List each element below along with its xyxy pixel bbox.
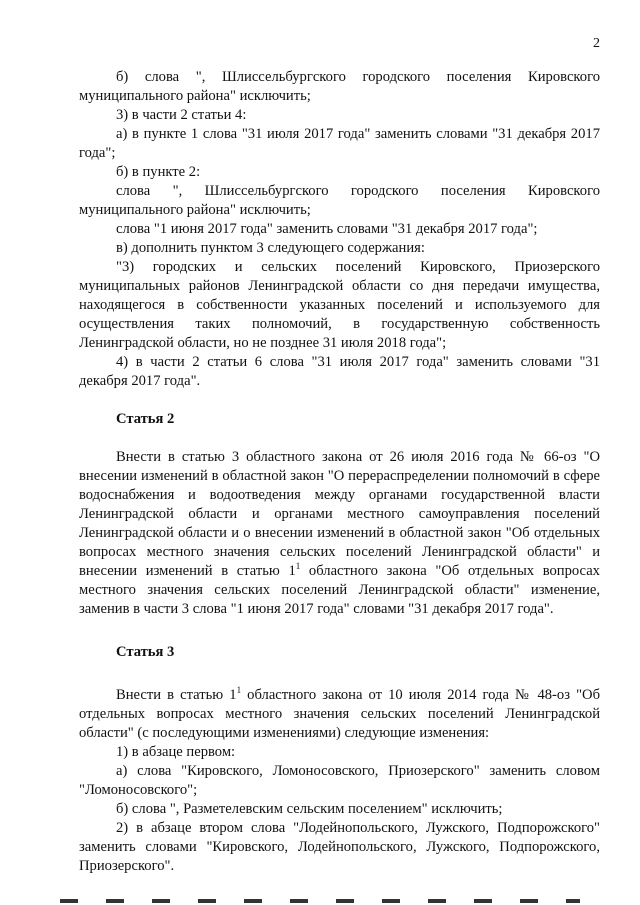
article-2-text-part-a: Внести в статью 3 областного закона от 26 июля 2016 года № 66-оз "О внесении изменений в областной закон "О перераспределении полномочий в сфере водоснабжения и водоотведения между органами государственной власти Ленинградской области и органами местного самоуправления поселений Ленинградской области и о внесении изменений в областной закон "Об отдельных вопросах местного значения сельских поселений Ленинградской области" и внесении изменений в статью 1 — [79, 449, 600, 579]
paragraph-item-4: 4) в части 2 статьи 6 слова "31 июля 2017 года" заменить словами "31 декабря 2017 года". — [79, 354, 600, 389]
article-3-superscript: 1 — [236, 685, 242, 696]
paragraph-3a: а) в пункте 1 слова "31 июля 2017 года" заменить словами "31 декабря 2017 года"; — [79, 126, 600, 161]
article-3-intro-part-a: Внести в статью 1 — [116, 687, 237, 703]
article-3-item-1b: б) слова ", Разметелевским сельским поселением" исключить; — [116, 801, 503, 817]
article-2-text — [79, 448, 600, 619]
document-body — [79, 68, 600, 876]
paragraph-3b-dates: слова "1 июня 2017 года" заменить словами "31 декабря 2017 года"; — [116, 221, 538, 237]
paragraph-3b-words: слова ", Шлиссельбургского городского поселения Кировского муниципального района" исключить; — [79, 183, 600, 218]
article-2-heading: Статья 2 — [116, 411, 175, 427]
paragraph-item-3: 3) в части 2 статьи 4: — [116, 107, 247, 123]
paragraph-3b: б) в пункте 2: — [116, 164, 201, 180]
paragraph-1b-exclude: б) слова ", Шлиссельбургского городского поселения Кировского муниципального района" исключить; — [79, 69, 600, 104]
scan-edge-artifact — [60, 899, 580, 903]
article-3-heading: Статья 3 — [116, 644, 175, 660]
article-2-superscript: 1 — [295, 561, 301, 572]
article-3-item-1a: а) слова "Кировского, Ломоносовского, Приозерского" заменить словом "Ломоносовского"; — [79, 763, 600, 798]
article-3-intro — [79, 686, 600, 743]
article-3-item-2: 2) в абзаце втором слова "Лодейнопольского, Лужского, Подпорожского" заменить словами "Кировского, Лодейнопольского, Лужского, Подпорожского, Приозерского". — [79, 820, 600, 874]
article-3-intro-part-b: областного закона от 10 июля 2014 года № 48-оз "Об отдельных вопросах местного значения сельских поселений Ленинградской области" (с последующими изменениями) следующие изменения: — [79, 687, 600, 741]
article-3-item-1: 1) в абзаце первом: — [116, 744, 236, 760]
article-2-text-part-b: областного закона "Об отдельных вопросах местного значения сельских поселений Ленинградской области" изменение, заменив в части 3 слова "1 июня 2017 года" словами "31 декабря 2017 года". — [79, 563, 600, 617]
page-number: 2 — [593, 36, 600, 51]
paragraph-3v: в) дополнить пунктом 3 следующего содержания: — [116, 240, 425, 256]
paragraph-quoted-item-3: "3) городских и сельских поселений Кировского, Приозерского муниципальных районов Ленинградской области со дня передачи имущества, находящегося в собственности указанных поселений и используемого для осуществления таких полномочий, в государственную собственность Ленинградской области, но не позднее 31 июля 2018 года"; — [79, 259, 600, 351]
